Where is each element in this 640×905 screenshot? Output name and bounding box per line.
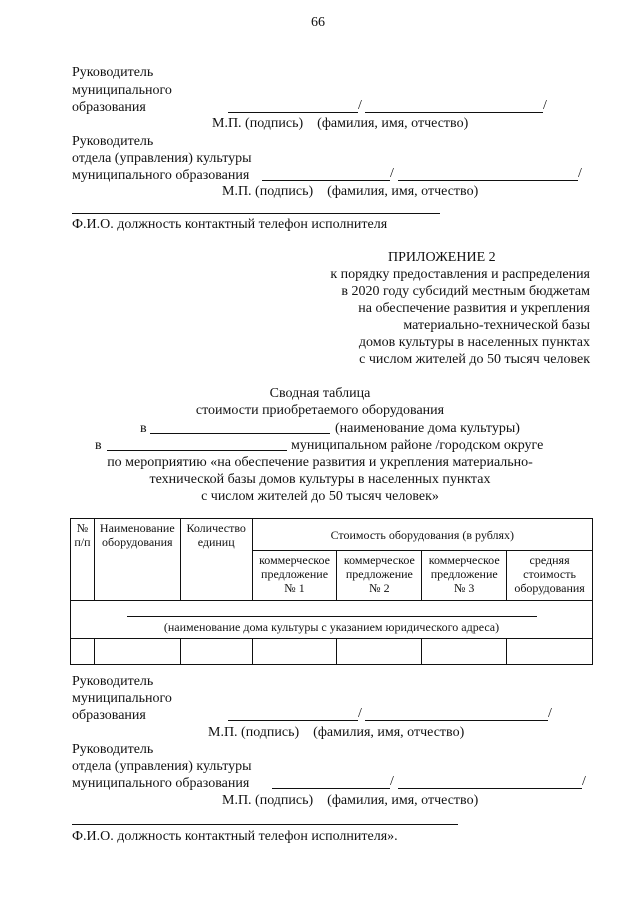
- signature-caption: М.П. (подпись) (фамилия, имя, отчество): [222, 793, 479, 808]
- col-header-number: № п/п: [71, 519, 95, 601]
- table-cell[interactable]: [507, 639, 593, 665]
- signature-line[interactable]: [228, 720, 358, 721]
- heading-prefix: в: [95, 438, 102, 453]
- signature-label-line: отдела (управления) культуры: [72, 151, 252, 166]
- signature-caption: М.П. (подпись) (фамилия, имя, отчество): [208, 725, 465, 740]
- signature-label-line: образования: [72, 100, 146, 115]
- contact-caption: Ф.И.О. должность контактный телефон исполнителя».: [72, 829, 398, 844]
- signature-label-line: муниципального: [72, 83, 172, 98]
- appendix-line: на обеспечение развития и укрепления: [358, 301, 590, 316]
- appendix-line: с числом жителей до 50 тысяч человек: [359, 352, 590, 367]
- name-line[interactable]: [398, 788, 582, 789]
- table-header-row: [71, 519, 593, 551]
- appendix-title: ПРИЛОЖЕНИЕ 2: [388, 250, 496, 265]
- signature-label-line: Руководитель: [72, 65, 154, 80]
- signature-separator: /: [582, 774, 586, 789]
- signature-separator: /: [358, 706, 362, 721]
- appendix-line: домов культуры в населенных пунктах: [358, 335, 590, 350]
- signature-label-line: муниципального: [72, 691, 172, 706]
- signature-line[interactable]: [272, 788, 390, 789]
- house-cell[interactable]: [71, 601, 593, 639]
- table-row: [71, 639, 593, 665]
- house-name-line[interactable]: [150, 433, 330, 434]
- col-header-offer-2: коммерческое предложение № 2: [337, 551, 422, 601]
- table-cell[interactable]: [337, 639, 422, 665]
- heading-text: по мероприятию «на обеспечение развития и укрепления материально-: [107, 455, 533, 470]
- signature-separator: /: [358, 98, 362, 113]
- signature-line[interactable]: [228, 112, 358, 113]
- heading-prefix: в: [140, 421, 147, 436]
- signature-separator: /: [548, 706, 552, 721]
- col-header-cost: Стоимость оборудования (в рублях): [252, 519, 592, 551]
- table-cell[interactable]: [252, 639, 337, 665]
- signature-separator: /: [390, 774, 394, 789]
- house-caption: (наименование дома культуры с указанием юридического адреса): [163, 620, 500, 634]
- district-name-line[interactable]: [107, 450, 287, 451]
- signature-label-line: отдела (управления) культуры: [72, 759, 252, 774]
- table-cell[interactable]: [422, 639, 507, 665]
- signature-caption: М.П. (подпись) (фамилия, имя, отчество): [222, 184, 479, 199]
- signature-label-line: образования: [72, 708, 146, 723]
- table-house-row: [71, 601, 593, 639]
- name-line[interactable]: [365, 720, 548, 721]
- signature-label-line: Руководитель: [72, 134, 154, 149]
- signature-separator: /: [578, 166, 582, 181]
- col-header-name: Наименование оборудования: [94, 519, 180, 601]
- signature-label-line: муниципального образования: [72, 776, 250, 791]
- appendix-text: [290, 266, 590, 368]
- house-address-line[interactable]: [127, 604, 537, 617]
- contact-caption: Ф.И.О. должность контактный телефон исполнителя: [72, 217, 388, 232]
- signature-separator: /: [543, 98, 547, 113]
- table-cell[interactable]: [94, 639, 180, 665]
- signature-caption: М.П. (подпись) (фамилия, имя, отчество): [212, 116, 469, 131]
- contact-line[interactable]: [72, 213, 440, 214]
- name-line[interactable]: [398, 180, 578, 181]
- appendix-line: в 2020 году субсидий местным бюджетам: [341, 284, 590, 299]
- heading-text: технической базы домов культуры в населенных пунктах: [149, 472, 491, 487]
- signature-label-line: муниципального образования: [72, 168, 250, 183]
- signature-label-line: Руководитель: [72, 674, 154, 689]
- document-title: Сводная таблица: [269, 386, 371, 401]
- heading-caption: (наименование дома культуры): [335, 421, 520, 436]
- document-subtitle: стоимости приобретаемого оборудования: [195, 403, 445, 418]
- col-header-offer-1: коммерческое предложение № 1: [252, 551, 337, 601]
- appendix-line: к порядку предоставления и распределения: [330, 267, 590, 282]
- col-header-average: средняя стоимость оборудования: [507, 551, 593, 601]
- signature-label-line: Руководитель: [72, 742, 154, 757]
- name-line[interactable]: [365, 112, 543, 113]
- summary-table: [70, 518, 593, 665]
- col-header-quantity: Количество единиц: [180, 519, 252, 601]
- table-cell[interactable]: [71, 639, 95, 665]
- page-number: 66: [311, 15, 325, 30]
- signature-separator: /: [390, 166, 394, 181]
- appendix-line: материально-технической базы: [403, 318, 590, 333]
- signature-line[interactable]: [262, 180, 390, 181]
- table-cell[interactable]: [180, 639, 252, 665]
- heading-caption: муниципальном районе /городском округе: [291, 438, 544, 453]
- col-header-offer-3: коммерческое предложение № 3: [422, 551, 507, 601]
- contact-line[interactable]: [72, 824, 458, 825]
- heading-text: с числом жителей до 50 тысяч человек»: [201, 489, 439, 504]
